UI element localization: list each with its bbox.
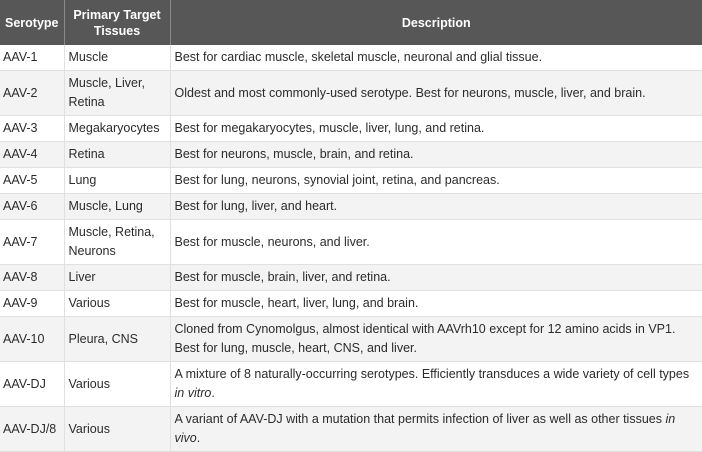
table-row <box>0 407 702 452</box>
description-text-end: . <box>211 386 215 400</box>
table-row <box>0 71 702 116</box>
header-primary-target-tissues: Primary Target Tissues <box>64 0 170 45</box>
description-italic-text: in vivo <box>174 412 676 445</box>
description-cell: Best for lung, neurons, synovial joint, retina, and pancreas. <box>170 168 702 194</box>
description-cell <box>170 362 702 407</box>
tissues-cell: Retina <box>64 142 170 168</box>
description-cell: Best for neurons, muscle, brain, and retina. <box>170 142 702 168</box>
table-row <box>0 291 702 317</box>
serotype-cell: AAV-8 <box>0 265 64 291</box>
tissues-cell: Liver <box>64 265 170 291</box>
header-description: Description <box>170 0 702 45</box>
tissues-cell: Lung <box>64 168 170 194</box>
description-cell: Best for cardiac muscle, skeletal muscle, neuronal and glial tissue. <box>170 45 702 71</box>
tissues-cell: Muscle, Liver, Retina <box>64 71 170 116</box>
serotype-cell: AAV-4 <box>0 142 64 168</box>
table-row <box>0 116 702 142</box>
serotype-cell: AAV-DJ/8 <box>0 407 64 452</box>
serotype-cell: AAV-6 <box>0 194 64 220</box>
serotype-cell: AAV-7 <box>0 220 64 265</box>
table-row <box>0 45 702 71</box>
tissues-cell: Various <box>64 362 170 407</box>
description-cell: Best for muscle, neurons, and liver. <box>170 220 702 265</box>
description-cell: Best for muscle, heart, liver, lung, and brain. <box>170 291 702 317</box>
serotype-cell: AAV-2 <box>0 71 64 116</box>
serotype-cell: AAV-10 <box>0 317 64 362</box>
tissues-cell: Various <box>64 291 170 317</box>
table-row <box>0 220 702 265</box>
serotype-cell: AAV-1 <box>0 45 64 71</box>
description-text: A mixture of 8 naturally-occurring serotypes. Efficiently transduces a wide variety of cell types <box>174 367 690 381</box>
table-row <box>0 168 702 194</box>
description-cell: Best for megakaryocytes, muscle, liver, lung, and retina. <box>170 116 702 142</box>
table-row <box>0 194 702 220</box>
table-row <box>0 265 702 291</box>
description-cell: Oldest and most commonly-used serotype. Best for neurons, muscle, liver, and brain. <box>170 71 702 116</box>
description-text: A variant of AAV-DJ with a mutation that permits infection of liver as well as other tissues <box>174 412 666 426</box>
tissues-cell: Muscle, Retina, Neurons <box>64 220 170 265</box>
header-serotype: Serotype <box>0 0 64 45</box>
table-row <box>0 142 702 168</box>
tissues-cell: Pleura, CNS <box>64 317 170 362</box>
tissues-cell: Muscle <box>64 45 170 71</box>
tissues-cell: Muscle, Lung <box>64 194 170 220</box>
description-cell: Best for lung, liver, and heart. <box>170 194 702 220</box>
table-row <box>0 362 702 407</box>
description-cell: Cloned from Cynomolgus, almost identical with AAVrh10 except for 12 amino acids in VP1. Best for lung, muscle, heart, CNS, and liver. <box>170 317 702 362</box>
serotype-cell: AAV-5 <box>0 168 64 194</box>
serotype-cell: AAV-9 <box>0 291 64 317</box>
description-text-end: . <box>196 431 201 445</box>
description-italic-text: in vitro <box>174 386 212 400</box>
serotype-cell: AAV-3 <box>0 116 64 142</box>
serotype-cell: AAV-DJ <box>0 362 64 407</box>
tissues-cell: Megakaryocytes <box>64 116 170 142</box>
table-row <box>0 317 702 362</box>
tissues-cell: Various <box>64 407 170 452</box>
table-header-row <box>0 0 702 45</box>
description-cell: Best for muscle, brain, liver, and retina. <box>170 265 702 291</box>
description-cell <box>170 407 702 452</box>
